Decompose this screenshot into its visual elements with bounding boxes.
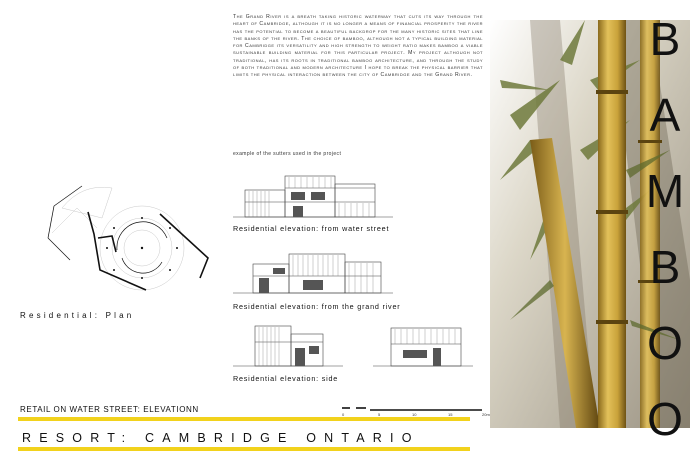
retail-elevation-label: RETAIL ON WATER STREET: ELEVATIONN [20, 405, 199, 414]
residential-plan-drawing [42, 178, 222, 303]
title-letter-o2: O [647, 393, 683, 445]
elevation-caption-water-street: Residential elevation: from water street [233, 224, 390, 233]
elevation-water-street-drawing [233, 172, 393, 220]
plan-label: Residential: Plan [20, 311, 135, 320]
elevation-caption-grand-river: Residential elevation: from the grand river [233, 302, 401, 311]
title-letter-b: B [649, 13, 681, 65]
scale-label-5: 5 [378, 412, 381, 417]
scale-bar [340, 404, 490, 412]
accent-bar-bottom [18, 447, 470, 451]
title-letter-a: A [649, 89, 681, 141]
scale-label-10: 10 [412, 412, 417, 417]
scale-label-0: 0 [342, 412, 345, 417]
elevation-caption-side: Residential elevation: side [233, 374, 339, 383]
intro-paragraph: The Grand River is a breath taking historic waterway that cuts its way through the heart of Cambridge, although it is no longer a means of financial prosperity the river has the potential to become a beautiful backdrop for the many historic sites that line the banks of the river. The choice of bamboo, although not a typical building material for Cambridge its versatility and high strength to weight ratio makes bamboo a viable sustainable building material for this particular project. My project although not traditional, has its roots in traditional bamboo architecture, and through the study of both traditional and modern architecture I hope to break the physical barrier that limits the physical interaction between the city of Cambridge and the Grand River. [233, 14, 483, 79]
resort-title: RESORT: CAMBRIDGE ONTARIO [22, 431, 420, 445]
elevation-side-drawing [233, 322, 473, 370]
scale-label-15: 15 [448, 412, 453, 417]
vertical-title [640, 8, 690, 460]
title-letter-b2: B [649, 241, 681, 293]
shutters-caption: example of the sutters used in the project [233, 151, 342, 157]
title-letter-m: M [645, 165, 685, 217]
scale-label-20: 20m [482, 412, 490, 417]
elevation-grand-river-drawing [233, 248, 393, 296]
accent-bar-top [18, 417, 470, 421]
title-letter-o: O [647, 317, 683, 369]
